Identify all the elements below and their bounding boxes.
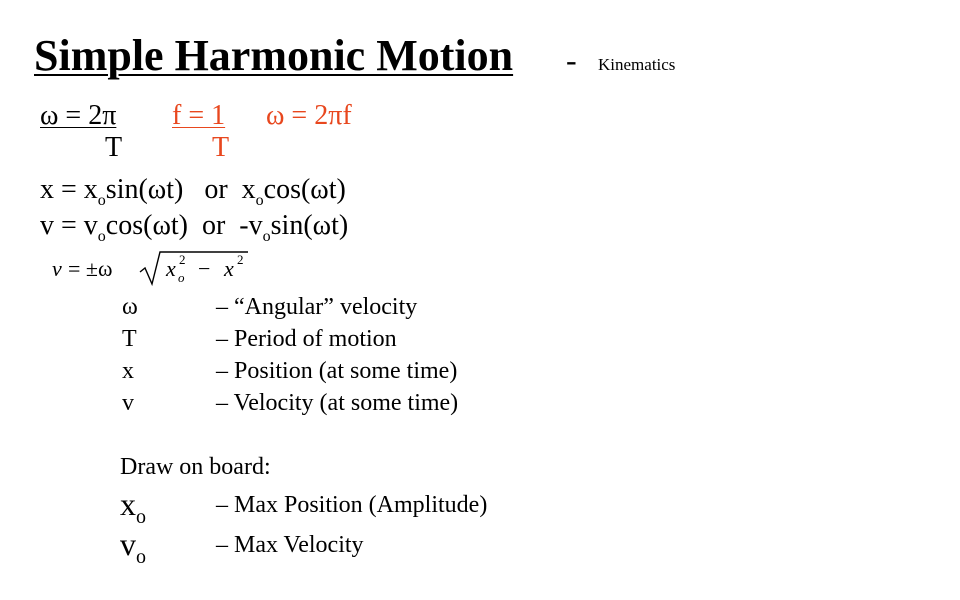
sqrt-x: x: [166, 256, 176, 281]
board-note: Draw on board:: [120, 454, 271, 480]
board-symbol-subscript: o: [136, 506, 146, 528]
definition-symbol: x: [122, 358, 134, 384]
position-eq-subscript: o: [97, 192, 106, 209]
velocity-eq-part: sin(ωt): [270, 210, 349, 241]
definition-symbol: v: [122, 390, 134, 416]
page-subtitle: Kinematics: [598, 55, 676, 74]
definition-symbol: ω: [122, 294, 138, 320]
sqrt-x-sup: 2: [179, 252, 186, 267]
velocity-equation: [40, 210, 349, 245]
position-eq-part: cos(ωt): [263, 174, 346, 205]
velocity-eq-subscript: o: [97, 228, 106, 245]
sqrt-lhs: v: [52, 256, 62, 281]
board-symbol-letter: v: [120, 526, 136, 562]
omega-numerator: ω = 2π: [40, 100, 117, 131]
position-eq-subscript: o: [255, 192, 264, 209]
sqrt-x2: x: [224, 256, 234, 281]
title-separator: -: [566, 42, 577, 78]
definition-text: – Position (at some time): [216, 358, 458, 384]
sqrt-x-sub: o: [178, 270, 185, 285]
board-symbol: [120, 526, 146, 568]
position-equation: [40, 174, 346, 209]
velocity-eq-subscript: o: [262, 228, 271, 245]
omega-period-formula: [40, 100, 116, 132]
definition-text: – “Angular” velocity: [216, 294, 418, 320]
omega-denominator: T: [105, 132, 123, 163]
position-eq-part: x = x: [40, 174, 98, 205]
sqrt-eq: = ±ω: [68, 256, 113, 281]
frequency-formula: [172, 100, 225, 132]
board-item-text: – Max Position (Amplitude): [216, 492, 488, 518]
board-symbol-letter: x: [120, 486, 136, 522]
velocity-sqrt-formula: [48, 248, 268, 290]
definition-symbol: T: [122, 326, 137, 352]
board-symbol: [120, 486, 146, 528]
velocity-eq-part: v = v: [40, 210, 98, 241]
board-item-text: – Max Velocity: [216, 532, 364, 558]
sqrt-x2-sup: 2: [237, 252, 244, 267]
omega-frequency-formula: ω = 2πf: [266, 100, 352, 131]
definition-text: – Velocity (at some time): [216, 390, 459, 416]
board-symbol-subscript: o: [136, 546, 146, 568]
definition-text: – Period of motion: [216, 326, 397, 352]
position-eq-part: sin(ωt) or x: [105, 174, 256, 205]
sqrt-minus: −: [198, 256, 211, 281]
frequency-numerator: f = 1: [172, 100, 226, 131]
page-title: Simple Harmonic Motion: [34, 31, 514, 80]
velocity-eq-part: cos(ωt) or -v: [105, 210, 263, 241]
frequency-denominator: T: [212, 132, 230, 163]
